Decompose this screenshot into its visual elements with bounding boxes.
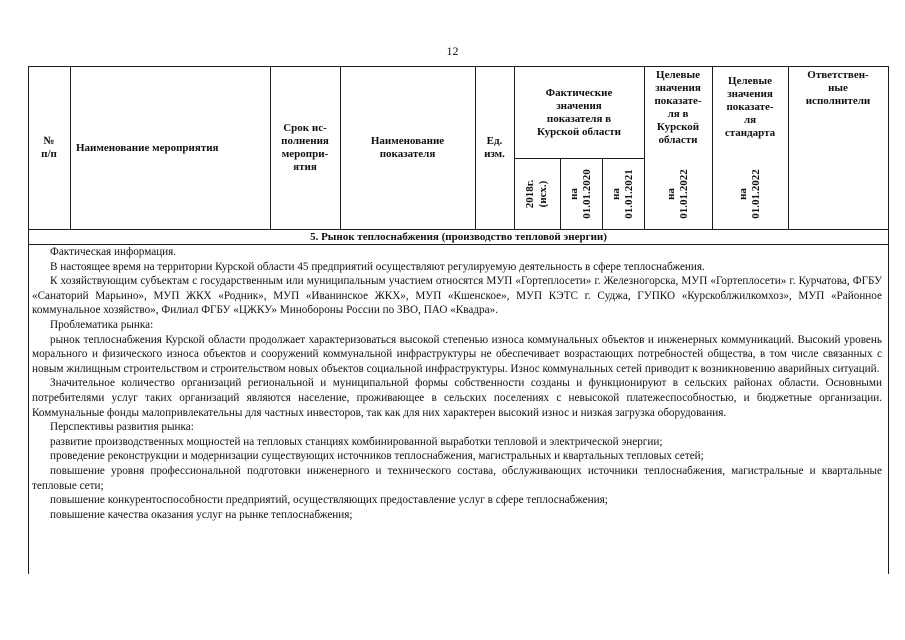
page-number: 12: [446, 44, 459, 58]
paragraph-problems-heading: Проблематика рынка:: [50, 318, 154, 331]
section-body-text: [32, 245, 882, 522]
paragraph-rural-orgs: Значительное количество организаций региональной и муниципальной формы собственности созданы и функционируют в сельских районах области. Основными потребителями услуг таких организаций являются население, проживающее в сельских поселениях с невысокой платежеспособностью, и бюджетные организации. Коммунальные фонды малопривлекательны для частных инвесторов, так как для них характерен высокий износ и низкая загрузка оборудования.: [32, 377, 882, 419]
header-deadline: Срок ис- полнения меропри- ятия: [281, 122, 329, 173]
list-item: повышение уровня профессиональной подготовки инженерного и технического состава, обслуживающих источники теплоснабжения, магистральные и квартальные тепловые сети;: [32, 464, 882, 492]
header-year-2020: на 01.01.2020: [568, 169, 593, 219]
paragraph-state-entities: К хозяйствующим субъектам с государственным или муниципальным участием относятся МУП «Гортеплосети» г. Железногорска, МУП «Гортеплосети» г. Курчатова, ФГБУ «Санаторий Марьино», МУП ЖКХ «Родник», МУП «Иванинское ЖКХ», МУП «Кшенское», МУП КЭТС г. Суджа, ГУПКО «Курскоблжилкомхоз», МУП «Районное коммунальное хозяйство», Филиал ФГБУ «ЦЖКУ» Минобороны России по ЗВО, ПАО «Квадра».: [32, 275, 882, 317]
header-target-standard: Целевые значения показате- ля стандарта: [724, 75, 776, 139]
header-year-2018: 2018г. (исх.): [524, 179, 549, 209]
header-year-2022-kursk: на 01.01.2022: [665, 169, 690, 219]
header-actual-values: Фактические значения показателя в Курской области: [536, 86, 621, 138]
list-item: повышение конкурентоспособности предприятий, осуществляющих предоставление услуг в сфере теплоснабжения;: [50, 494, 608, 507]
header-indicator-name: Наименование показателя: [370, 135, 445, 160]
header-year-2021: на 01.01.2021: [610, 169, 635, 219]
header-event-name: Наименование мероприятия: [76, 141, 219, 154]
header-responsible: Ответствен- ные исполнители: [805, 69, 871, 107]
list-item: проведение реконструкции и модернизации существующих источников теплоснабжения, магистральных и квартальных тепловых сетей;: [50, 450, 704, 463]
header-target-kursk: Целевые значения показате- ля в Курской области: [654, 69, 702, 146]
header-unit: Ед. изм.: [484, 135, 505, 160]
list-item: повышение качества оказания услуг на рынке теплоснабжения;: [50, 508, 353, 521]
paragraph-fact-info: Фактическая информация.: [50, 246, 177, 258]
paragraph-prospects-heading: Перспективы развития рынка:: [50, 421, 194, 434]
paragraph-enterprises-count: В настоящее время на территории Курской области 45 предприятий осуществляют регулируемую деятельность в сфере теплоснабжения.: [50, 260, 705, 273]
section-title: 5. Рынок теплоснабжения (производство тепловой энергии): [310, 231, 607, 243]
list-item: развитие производственных мощностей на тепловых станциях комбинированной выработки тепловой и электрической энергии;: [50, 435, 663, 448]
header-year-2022-standard: на 01.01.2022: [737, 169, 762, 219]
paragraph-wear: рынок теплоснабжения Курской области продолжает характеризоваться высокой степенью износа коммунальных объектов и инженерных коммуникаций. Высокий уровень морального и физического износа объектов и сооружений коммунальной инфраструктуры не обеспечивает возрастающих потребностей общества, в том числе связанных с новым жилищным строительством и строительством новых объектов социальной инфраструктуры. Износ коммунальных сетей приводит к возникновению аварийных ситуаций.: [32, 333, 882, 375]
header-num: № п/п: [41, 135, 57, 160]
